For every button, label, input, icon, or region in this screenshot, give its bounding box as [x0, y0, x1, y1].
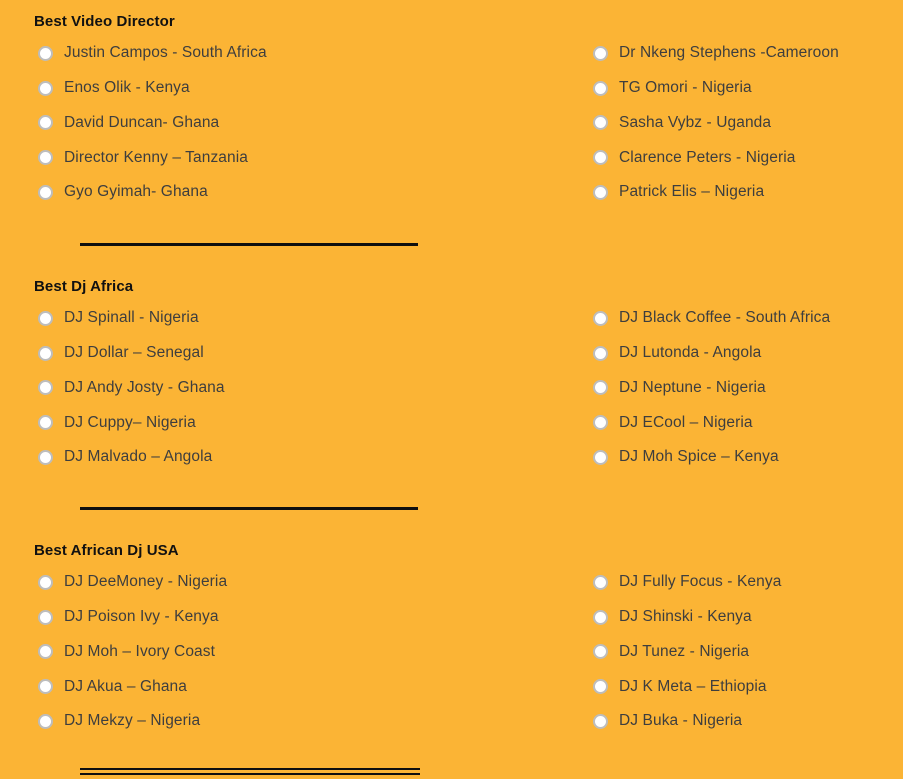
option-label: DJ Shinski - Kenya	[619, 608, 752, 626]
poll-option[interactable]	[38, 36, 593, 71]
radio-button-icon[interactable]	[38, 679, 53, 694]
options-grid	[38, 565, 903, 739]
radio-button-icon[interactable]	[38, 575, 53, 590]
poll-option[interactable]	[38, 565, 593, 600]
option-label: DJ K Meta – Ethiopia	[619, 677, 767, 695]
option-label: Patrick Elis – Nigeria	[619, 183, 765, 201]
poll-option[interactable]	[38, 635, 593, 670]
option-label: DJ Moh – Ivory Coast	[64, 642, 216, 660]
poll-option[interactable]	[593, 140, 903, 175]
option-label: DJ Tunez - Nigeria	[619, 642, 750, 660]
radio-button-icon[interactable]	[593, 46, 608, 61]
poll-option[interactable]	[593, 336, 903, 371]
option-label: TG Omori - Nigeria	[619, 79, 752, 97]
option-label: David Duncan- Ghana	[64, 113, 220, 131]
poll-option[interactable]	[38, 301, 593, 336]
poll-option[interactable]	[38, 669, 593, 704]
radio-button-icon[interactable]	[593, 610, 608, 625]
poll-option[interactable]	[593, 635, 903, 670]
radio-button-icon[interactable]	[38, 150, 53, 165]
radio-button-icon[interactable]	[38, 185, 53, 200]
option-label: DJ Fully Focus - Kenya	[619, 573, 782, 591]
poll-option[interactable]	[593, 600, 903, 635]
option-label: DJ Akua – Ghana	[64, 677, 187, 695]
radio-button-icon[interactable]	[38, 115, 53, 130]
poll-option[interactable]	[593, 704, 903, 739]
radio-button-icon[interactable]	[38, 311, 53, 326]
section-title: Best Dj Africa	[34, 278, 134, 295]
poll-option[interactable]	[38, 600, 593, 635]
section-divider	[80, 243, 418, 246]
options-grid	[38, 36, 903, 210]
radio-button-icon[interactable]	[593, 644, 608, 659]
poll-option[interactable]	[593, 175, 903, 210]
poll-option[interactable]	[38, 336, 593, 371]
section-divider	[80, 507, 418, 510]
section-best-dj-africa	[34, 278, 903, 475]
poll-option[interactable]	[593, 371, 903, 406]
radio-button-icon[interactable]	[593, 81, 608, 96]
option-label: Director Kenny – Tanzania	[64, 148, 249, 166]
option-label: DJ Black Coffee - South Africa	[619, 309, 831, 327]
poll-option[interactable]	[38, 175, 593, 210]
section-best-african-dj-usa	[34, 542, 903, 739]
radio-button-icon[interactable]	[593, 346, 608, 361]
option-label: DJ Dollar – Senegal	[64, 344, 204, 362]
radio-button-icon[interactable]	[38, 346, 53, 361]
radio-button-icon[interactable]	[593, 450, 608, 465]
poll-option[interactable]	[593, 405, 903, 440]
poll-option[interactable]	[38, 140, 593, 175]
radio-button-icon[interactable]	[593, 575, 608, 590]
section-best-video-director	[34, 13, 903, 210]
radio-button-icon[interactable]	[38, 46, 53, 61]
radio-button-icon[interactable]	[593, 714, 608, 729]
option-label: Enos Olik - Kenya	[64, 79, 190, 97]
option-label: DJ ECool – Nigeria	[619, 413, 753, 431]
radio-button-icon[interactable]	[38, 610, 53, 625]
option-label: DJ Mekzy – Nigeria	[64, 712, 201, 730]
option-label: DJ Buka - Nigeria	[619, 712, 743, 730]
radio-button-icon[interactable]	[38, 415, 53, 430]
option-label: DJ Neptune - Nigeria	[619, 378, 766, 396]
poll-option[interactable]	[593, 71, 903, 106]
radio-button-icon[interactable]	[38, 380, 53, 395]
poll-option[interactable]	[593, 301, 903, 336]
poll-option[interactable]	[38, 704, 593, 739]
radio-button-icon[interactable]	[593, 185, 608, 200]
option-label: DJ Lutonda - Angola	[619, 344, 762, 362]
options-grid	[38, 301, 903, 475]
option-label: Gyo Gyimah- Ghana	[64, 183, 208, 201]
option-label: Sasha Vybz - Uganda	[619, 113, 772, 131]
option-label: DJ Moh Spice – Kenya	[619, 448, 779, 466]
option-label: Justin Campos - South Africa	[64, 44, 267, 62]
poll-option[interactable]	[593, 669, 903, 704]
option-label: DJ Andy Josty - Ghana	[64, 378, 225, 396]
radio-button-icon[interactable]	[38, 714, 53, 729]
radio-button-icon[interactable]	[38, 450, 53, 465]
radio-button-icon[interactable]	[593, 380, 608, 395]
option-label: DJ Cuppy– Nigeria	[64, 413, 196, 431]
option-label: Clarence Peters - Nigeria	[619, 148, 796, 166]
poll-option[interactable]	[593, 106, 903, 141]
poll-option[interactable]	[593, 36, 903, 71]
radio-button-icon[interactable]	[38, 81, 53, 96]
option-label: DJ DeeMoney - Nigeria	[64, 573, 228, 591]
section-title: Best Video Director	[34, 13, 175, 30]
option-label: Dr Nkeng Stephens -Cameroon	[619, 44, 839, 62]
poll-option[interactable]	[38, 371, 593, 406]
poll-option[interactable]	[593, 440, 903, 475]
radio-button-icon[interactable]	[38, 644, 53, 659]
poll-option[interactable]	[38, 440, 593, 475]
option-label: DJ Poison Ivy - Kenya	[64, 608, 219, 626]
option-label: DJ Spinall - Nigeria	[64, 309, 199, 327]
poll-option[interactable]	[38, 405, 593, 440]
radio-button-icon[interactable]	[593, 115, 608, 130]
section-title: Best African Dj USA	[34, 542, 179, 559]
poll-option[interactable]	[38, 106, 593, 141]
radio-button-icon[interactable]	[593, 150, 608, 165]
poll-option[interactable]	[38, 71, 593, 106]
radio-button-icon[interactable]	[593, 415, 608, 430]
option-label: DJ Malvado – Angola	[64, 448, 213, 466]
poll-option[interactable]	[593, 565, 903, 600]
radio-button-icon[interactable]	[593, 311, 608, 326]
bottom-divider	[80, 768, 420, 775]
radio-button-icon[interactable]	[593, 679, 608, 694]
